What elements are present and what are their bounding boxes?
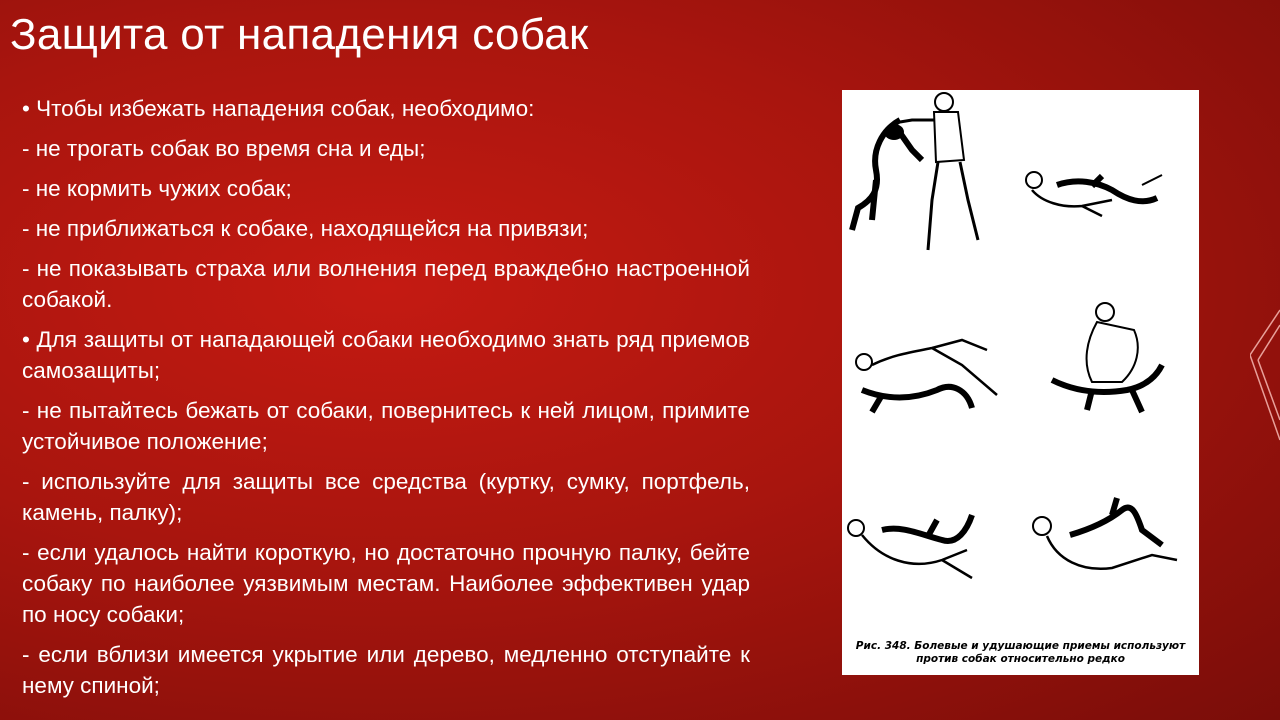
scene-kneeling-hold <box>1052 303 1162 412</box>
self-defense-illustration <box>842 90 1199 635</box>
paragraph: - используйте для защиты все средства (куртку, сумку, портфель, камень, палку); <box>22 469 750 525</box>
scene-ground-hold-4 <box>1033 498 1177 569</box>
paragraph: - не приближаться к собаке, находящейся на привязи; <box>22 216 589 241</box>
illustration-figure <box>842 90 1199 675</box>
caption-line: Рис. 348. Болевые и удушающие приемы используют <box>855 640 1186 652</box>
scene-ground-hold-3 <box>848 515 972 578</box>
paragraph: - не кормить чужих собак; <box>22 176 292 201</box>
paragraph: - не пытайтесь бежать от собаки, повернитесь к ней лицом, примите устойчивое положение; <box>22 398 750 454</box>
paragraph: • Для защиты от нападающей собаки необходимо знать ряд приемов самозащиты; <box>22 327 750 383</box>
paragraph: - не трогать собак во время сна и еды; <box>22 136 426 161</box>
scene-ground-hold-2 <box>856 340 997 412</box>
slide-title: Защита от нападения собак <box>10 10 589 59</box>
caption-line: против собак относительно редко <box>916 653 1125 665</box>
decorative-lines <box>1250 300 1280 450</box>
slide-body <box>22 93 750 710</box>
paragraph: - если удалось найти короткую, но достаточно прочную палку, бейте собаку по наиболее уязвимым местам. Наиболее эффективен удар по носу собаки; <box>22 540 750 627</box>
scene-standing-man-and-dog <box>852 93 978 250</box>
scene-ground-hold-1 <box>1026 172 1162 216</box>
paragraph: • Чтобы избежать нападения собак, необходимо: <box>22 96 535 121</box>
paragraph: - если вблизи имеется укрытие или дерево, медленно отступайте к нему спиной; <box>22 642 750 698</box>
figure-caption <box>842 640 1199 666</box>
paragraph: - не показывать страха или волнения перед враждебно настроенной собакой. <box>22 256 750 312</box>
